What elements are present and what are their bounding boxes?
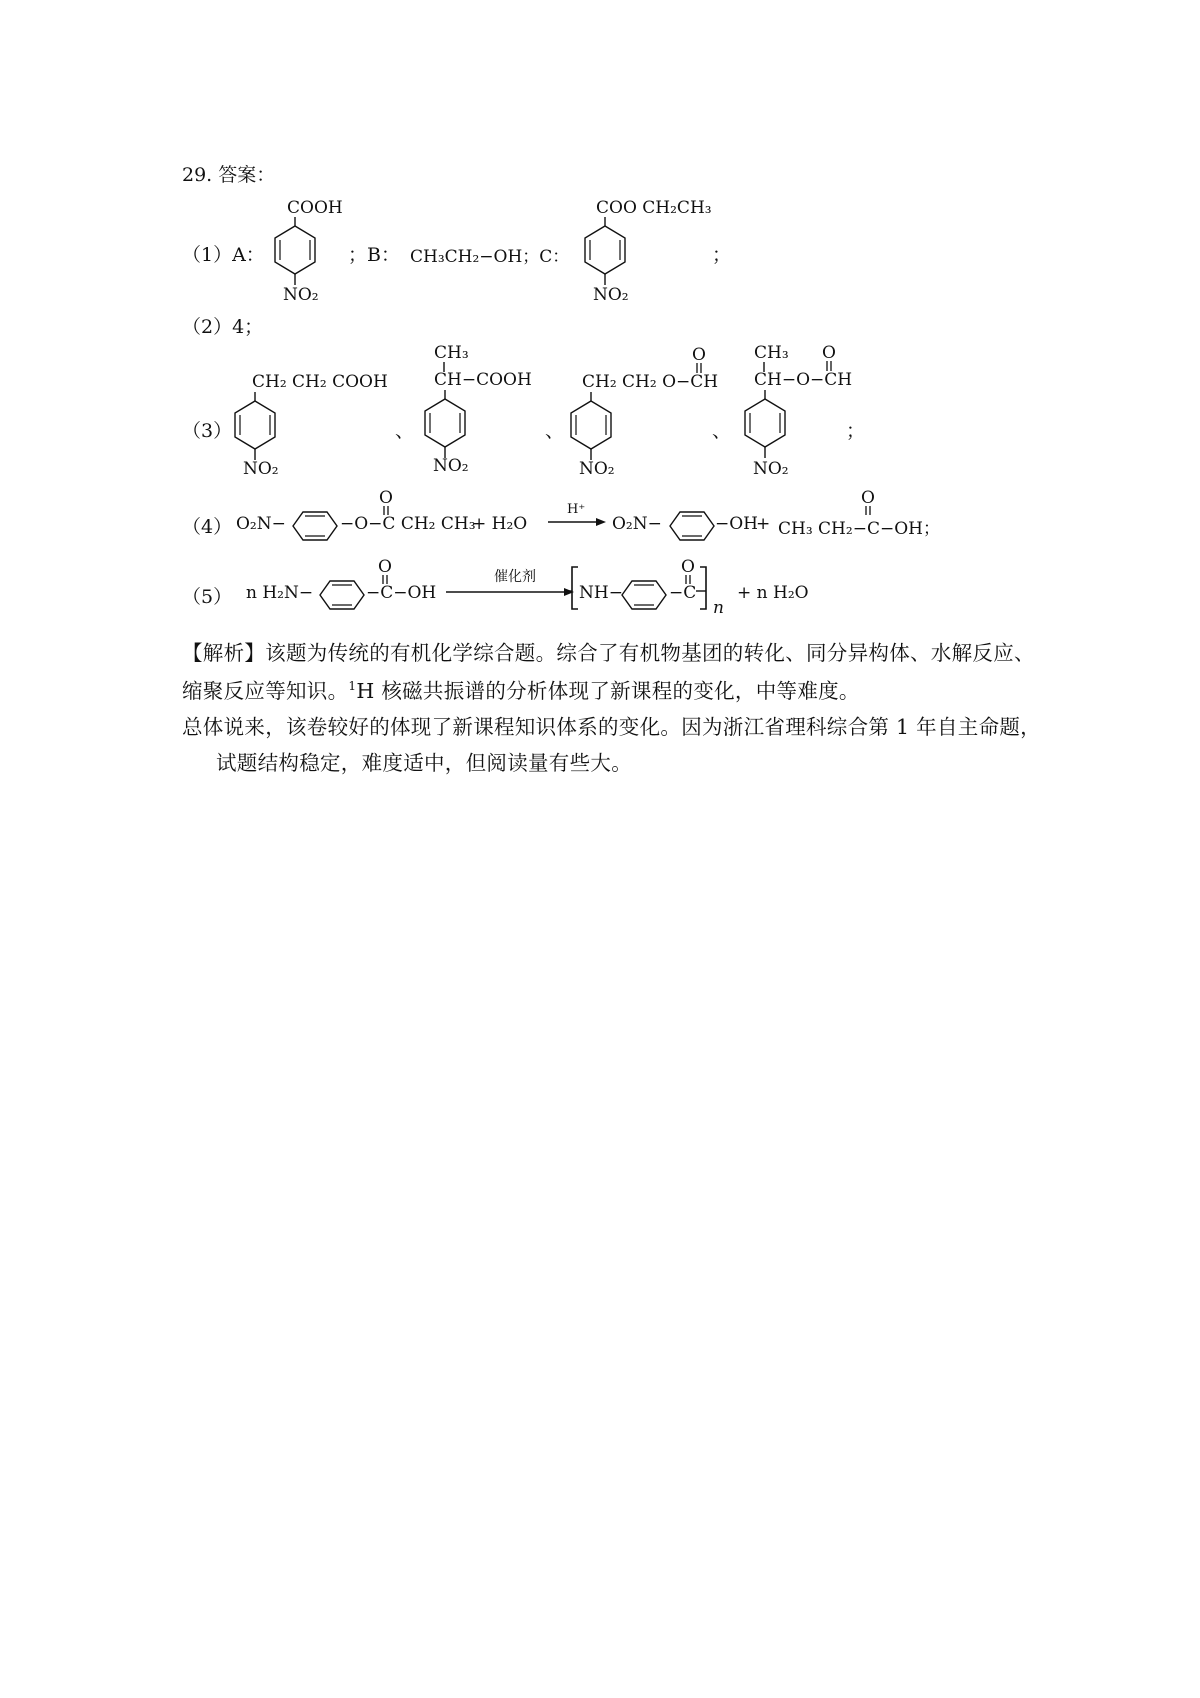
isomer-4-nitro: NO₂ [753, 459, 789, 479]
reactant-nitro: O₂N− [236, 514, 286, 534]
part-3-label: （3） [182, 420, 233, 442]
analysis-line-1: 【解析】该题为传统的有机化学综合题。综合了有机物基团的转化、同分异构体、水解反应、 [182, 641, 1035, 665]
separator: 、 [395, 420, 415, 442]
polymer-degree-n: n [713, 598, 724, 618]
left-bracket-icon [566, 563, 580, 613]
isomer-2-chain: CH−COOH [434, 370, 532, 390]
acid-carbonyl-o: O [861, 488, 875, 508]
product-phenol-oh: −OH [715, 514, 759, 534]
analysis-line-2 [182, 674, 860, 704]
part-1-end: ； [712, 244, 732, 266]
analysis-line-2-rest: H 核磁共振谱的分析体现了新课程的变化，中等难度。 [356, 679, 860, 703]
benzene-ring-icon [420, 390, 470, 460]
benzene-ring-icon [580, 217, 630, 287]
part-3-end: ； [846, 420, 866, 442]
polymer-nh: NH− [579, 583, 623, 603]
polymerization-catalyst: 催化剂 [494, 569, 536, 585]
answer-heading: 29. 答案： [182, 164, 276, 186]
monomer-carbonyl-o: O [378, 557, 392, 577]
part-1-label: （1）A： [182, 244, 265, 266]
plus-sign: + [756, 514, 771, 534]
isomer-1-chain: CH₂ CH₂ COOH [252, 372, 388, 392]
part-5-label: （5） [182, 586, 233, 608]
compound-b-formula: CH₃CH₂−OH；C： [410, 247, 570, 267]
benzene-ring-icon [289, 508, 341, 544]
byproduct-water: + n H₂O [737, 583, 809, 603]
isomer-3-chain: CH₂ CH₂ O−CH [582, 372, 719, 392]
separator: 、 [712, 420, 732, 442]
compound-a-cooh: COOH [287, 198, 343, 218]
compound-c-ester: COO CH₂CH₃ [596, 198, 712, 218]
ester-carbonyl-o: O [379, 488, 393, 508]
separator: 、 [545, 420, 565, 442]
polymer-carbonyl-o: O [681, 557, 695, 577]
acid-catalyst: H⁺ [567, 502, 586, 517]
product-propanoic-acid: CH₃ CH₂−C−OH； [778, 519, 940, 539]
isomer-4-chain: CH−O−CH [754, 370, 853, 390]
isomer-2-nitro: NO₂ [433, 456, 469, 476]
isomer-1-nitro: NO₂ [243, 459, 279, 479]
arrow-right-icon [446, 586, 574, 598]
monomer-carboxyl: −C−OH [366, 583, 437, 603]
benzene-ring-icon [740, 390, 790, 460]
part-4-label: （4） [182, 516, 233, 538]
isomer-4-carbonyl-o: O [822, 343, 836, 363]
separator-b: ；B： [348, 244, 400, 266]
answer-part-2: （2）4； [182, 316, 264, 338]
benzene-ring-icon [666, 508, 718, 544]
compound-a-nitro: NO₂ [283, 285, 319, 305]
benzene-ring-icon [270, 217, 320, 287]
benzene-ring-icon [316, 577, 368, 613]
compound-c-nitro: NO₂ [593, 285, 629, 305]
isomer-3-carbonyl-o: O [692, 345, 706, 365]
benzene-ring-icon [618, 577, 670, 613]
arrow-right-icon [548, 516, 606, 528]
reactant-water: + H₂O [472, 514, 528, 534]
polymer-carbonyl-c: −C [669, 583, 697, 603]
isomer-2-methyl: CH₃ [434, 343, 469, 363]
isomer-4-methyl: CH₃ [754, 343, 789, 363]
product-nitro: O₂N− [612, 514, 662, 534]
right-bracket-icon [696, 563, 712, 613]
summary-line-1: 总体说来，该卷较好的体现了新课程知识体系的变化。因为浙江省理科综合第 1 年自主命题， [182, 715, 1041, 739]
analysis-line-2-text: 缩聚反应等知识。 [182, 679, 349, 703]
isomer-3-nitro: NO₂ [579, 459, 615, 479]
benzene-ring-icon [230, 392, 280, 462]
reactant-ester: −O−C CH₂ CH₃ [340, 514, 476, 534]
superscript-mass-number: 1 [348, 679, 357, 694]
summary-line-2: 试题结构稳定，难度适中，但阅读量有些大。 [216, 751, 632, 775]
benzene-ring-icon [566, 392, 616, 462]
monomer-amine: n H₂N− [246, 583, 314, 603]
